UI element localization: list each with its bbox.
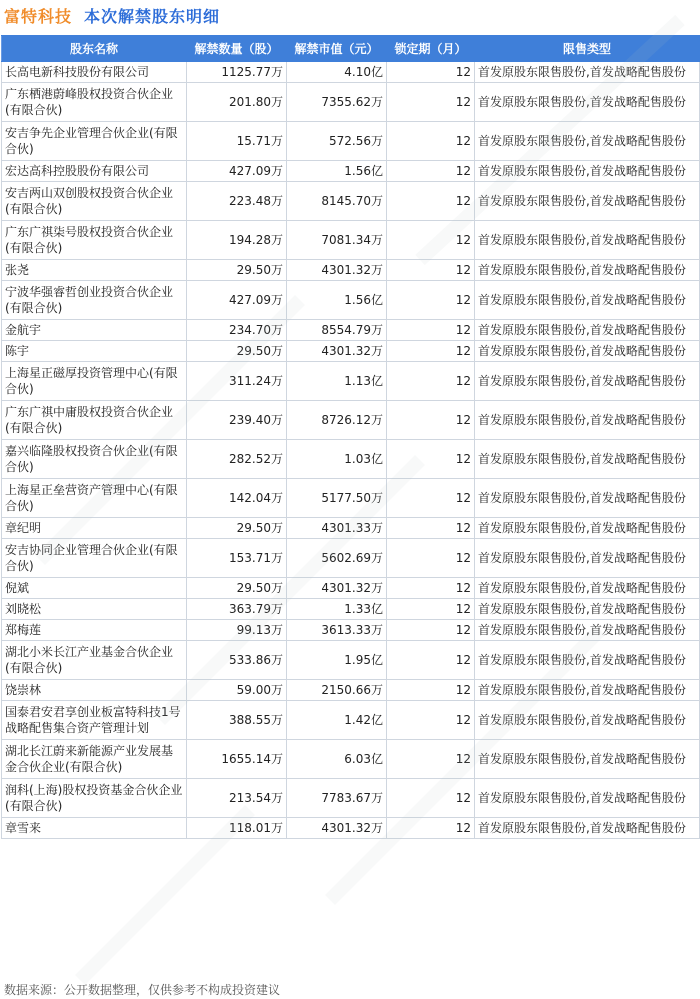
cell-shareholder-name: 嘉兴临隆股权投资合伙企业(有限合伙) (2, 440, 187, 479)
cell-lock-period: 12 (387, 641, 475, 680)
cell-unlock-value: 6.03亿 (287, 740, 387, 779)
table-row (2, 779, 700, 818)
cell-shareholder-name: 广东广祺柒号股权投资合伙企业(有限合伙) (2, 221, 187, 260)
cell-unlock-quantity: 213.54万 (187, 779, 287, 818)
cell-shareholder-name: 广东栖港蔚峰股权投资合伙企业(有限合伙) (2, 83, 187, 122)
cell-lock-period: 12 (387, 518, 475, 539)
table-row (2, 539, 700, 578)
cell-restriction-type: 首发原股东限售股份,首发战略配售股份 (475, 161, 700, 182)
table-row (2, 122, 700, 161)
cell-restriction-type: 首发原股东限售股份,首发战略配售股份 (475, 818, 700, 839)
cell-lock-period: 12 (387, 260, 475, 281)
cell-shareholder-name: 刘晓松 (2, 599, 187, 620)
cell-unlock-value: 4301.32万 (287, 260, 387, 281)
cell-unlock-value: 5602.69万 (287, 539, 387, 578)
cell-shareholder-name: 湖北小米长江产业基金合伙企业(有限合伙) (2, 641, 187, 680)
table-row (2, 221, 700, 260)
table-row (2, 401, 700, 440)
cell-restriction-type: 首发原股东限售股份,首发战略配售股份 (475, 320, 700, 341)
cell-shareholder-name: 安吉协同企业管理合伙企业(有限合伙) (2, 539, 187, 578)
table-row (2, 362, 700, 401)
column-header-lock-period: 锁定期（月） (387, 36, 475, 62)
cell-lock-period: 12 (387, 341, 475, 362)
table-row (2, 260, 700, 281)
cell-unlock-quantity: 29.50万 (187, 260, 287, 281)
cell-unlock-quantity: 29.50万 (187, 341, 287, 362)
cell-shareholder-name: 上海星正磁厚投资管理中心(有限合伙) (2, 362, 187, 401)
cell-shareholder-name: 国泰君安君享创业板富特科技1号战略配售集合资产管理计划 (2, 701, 187, 740)
column-header-quantity: 解禁数量（股） (187, 36, 287, 62)
cell-lock-period: 12 (387, 122, 475, 161)
cell-unlock-value: 4.10亿 (287, 62, 387, 83)
data-source-note: 数据来源：公开数据整理，仅供参考不构成投资建议 (4, 983, 281, 997)
cell-unlock-value: 7355.62万 (287, 83, 387, 122)
page-title: 本次解禁股东明细 (84, 7, 221, 26)
table-row (2, 440, 700, 479)
cell-restriction-type: 首发原股东限售股份,首发战略配售股份 (475, 221, 700, 260)
table-row (2, 680, 700, 701)
cell-restriction-type: 首发原股东限售股份,首发战略配售股份 (475, 701, 700, 740)
cell-shareholder-name: 湖北长江蔚来新能源产业发展基金合伙企业(有限合伙) (2, 740, 187, 779)
cell-lock-period: 12 (387, 578, 475, 599)
table-row (2, 182, 700, 221)
cell-lock-period: 12 (387, 221, 475, 260)
cell-unlock-value: 1.03亿 (287, 440, 387, 479)
cell-unlock-quantity: 153.71万 (187, 539, 287, 578)
table-row (2, 518, 700, 539)
cell-restriction-type: 首发原股东限售股份,首发战略配售股份 (475, 518, 700, 539)
cell-restriction-type: 首发原股东限售股份,首发战略配售股份 (475, 479, 700, 518)
cell-shareholder-name: 饶崇林 (2, 680, 187, 701)
cell-lock-period: 12 (387, 182, 475, 221)
table-row (2, 641, 700, 680)
cell-unlock-quantity: 363.79万 (187, 599, 287, 620)
page-header (0, 0, 700, 34)
cell-restriction-type: 首发原股东限售股份,首发战略配售股份 (475, 122, 700, 161)
cell-lock-period: 12 (387, 620, 475, 641)
cell-lock-period: 12 (387, 701, 475, 740)
cell-restriction-type: 首发原股东限售股份,首发战略配售股份 (475, 182, 700, 221)
cell-unlock-value: 1.13亿 (287, 362, 387, 401)
cell-unlock-value: 3613.33万 (287, 620, 387, 641)
cell-shareholder-name: 郑梅莲 (2, 620, 187, 641)
cell-unlock-quantity: 427.09万 (187, 161, 287, 182)
cell-lock-period: 12 (387, 779, 475, 818)
table-row (2, 620, 700, 641)
cell-shareholder-name: 广东广祺中庸股权投资合伙企业(有限合伙) (2, 401, 187, 440)
cell-unlock-quantity: 234.70万 (187, 320, 287, 341)
cell-unlock-value: 5177.50万 (287, 479, 387, 518)
cell-unlock-quantity: 1125.77万 (187, 62, 287, 83)
cell-shareholder-name: 章雪来 (2, 818, 187, 839)
table-row (2, 341, 700, 362)
cell-unlock-quantity: 142.04万 (187, 479, 287, 518)
table-row (2, 320, 700, 341)
table-row (2, 281, 700, 320)
table-row (2, 83, 700, 122)
cell-unlock-value: 1.42亿 (287, 701, 387, 740)
cell-unlock-value: 8145.70万 (287, 182, 387, 221)
cell-unlock-value: 4301.32万 (287, 341, 387, 362)
cell-restriction-type: 首发原股东限售股份,首发战略配售股份 (475, 680, 700, 701)
cell-unlock-value: 4301.32万 (287, 818, 387, 839)
cell-unlock-quantity: 427.09万 (187, 281, 287, 320)
company-name: 富特科技 (4, 7, 73, 26)
cell-unlock-quantity: 118.01万 (187, 818, 287, 839)
cell-unlock-value: 4301.32万 (287, 578, 387, 599)
cell-lock-period: 12 (387, 362, 475, 401)
table-row (2, 740, 700, 779)
cell-unlock-quantity: 99.13万 (187, 620, 287, 641)
cell-shareholder-name: 张尧 (2, 260, 187, 281)
cell-lock-period: 12 (387, 680, 475, 701)
cell-lock-period: 12 (387, 161, 475, 182)
column-header-name: 股东名称 (2, 36, 187, 62)
cell-unlock-value: 1.95亿 (287, 641, 387, 680)
cell-unlock-value: 572.56万 (287, 122, 387, 161)
table-row (2, 161, 700, 182)
cell-restriction-type: 首发原股东限售股份,首发战略配售股份 (475, 341, 700, 362)
column-header-restriction-type: 限售类型 (475, 36, 700, 62)
cell-unlock-quantity: 201.80万 (187, 83, 287, 122)
cell-shareholder-name: 宁波华强睿哲创业投资合伙企业(有限合伙) (2, 281, 187, 320)
cell-restriction-type: 首发原股东限售股份,首发战略配售股份 (475, 641, 700, 680)
cell-lock-period: 12 (387, 401, 475, 440)
cell-shareholder-name: 安吉争先企业管理合伙企业(有限合伙) (2, 122, 187, 161)
cell-unlock-value: 4301.33万 (287, 518, 387, 539)
cell-shareholder-name: 陈宇 (2, 341, 187, 362)
cell-unlock-quantity: 15.71万 (187, 122, 287, 161)
cell-lock-period: 12 (387, 539, 475, 578)
cell-unlock-value: 1.56亿 (287, 161, 387, 182)
cell-unlock-quantity: 29.50万 (187, 578, 287, 599)
cell-shareholder-name: 润科(上海)股权投资基金合伙企业(有限合伙) (2, 779, 187, 818)
shareholder-table (1, 35, 700, 839)
cell-restriction-type: 首发原股东限售股份,首发战略配售股份 (475, 779, 700, 818)
cell-lock-period: 12 (387, 818, 475, 839)
cell-unlock-value: 1.56亿 (287, 281, 387, 320)
cell-unlock-quantity: 194.28万 (187, 221, 287, 260)
cell-shareholder-name: 章纪明 (2, 518, 187, 539)
cell-unlock-value: 7081.34万 (287, 221, 387, 260)
cell-unlock-quantity: 1655.14万 (187, 740, 287, 779)
cell-restriction-type: 首发原股东限售股份,首发战略配售股份 (475, 281, 700, 320)
cell-lock-period: 12 (387, 740, 475, 779)
cell-restriction-type: 首发原股东限售股份,首发战略配售股份 (475, 362, 700, 401)
cell-restriction-type: 首发原股东限售股份,首发战略配售股份 (475, 83, 700, 122)
column-header-value: 解禁市值（元） (287, 36, 387, 62)
table-row (2, 599, 700, 620)
cell-restriction-type: 首发原股东限售股份,首发战略配售股份 (475, 620, 700, 641)
cell-restriction-type: 首发原股东限售股份,首发战略配售股份 (475, 440, 700, 479)
cell-shareholder-name: 安吉两山双创股权投资合伙企业(有限合伙) (2, 182, 187, 221)
table-row (2, 701, 700, 740)
cell-unlock-value: 2150.66万 (287, 680, 387, 701)
table-row (2, 578, 700, 599)
cell-lock-period: 12 (387, 62, 475, 83)
cell-lock-period: 12 (387, 83, 475, 122)
cell-restriction-type: 首发原股东限售股份,首发战略配售股份 (475, 401, 700, 440)
cell-unlock-quantity: 223.48万 (187, 182, 287, 221)
cell-shareholder-name: 倪斌 (2, 578, 187, 599)
cell-unlock-quantity: 59.00万 (187, 680, 287, 701)
cell-lock-period: 12 (387, 440, 475, 479)
cell-lock-period: 12 (387, 320, 475, 341)
cell-restriction-type: 首发原股东限售股份,首发战略配售股份 (475, 578, 700, 599)
table-row (2, 62, 700, 83)
cell-shareholder-name: 长高电新科技股份有限公司 (2, 62, 187, 83)
cell-shareholder-name: 宏达高科控股股份有限公司 (2, 161, 187, 182)
cell-unlock-quantity: 311.24万 (187, 362, 287, 401)
table-header-row (2, 36, 700, 62)
cell-restriction-type: 首发原股东限售股份,首发战略配售股份 (475, 599, 700, 620)
cell-unlock-quantity: 29.50万 (187, 518, 287, 539)
cell-unlock-quantity: 388.55万 (187, 701, 287, 740)
table-row (2, 818, 700, 839)
cell-lock-period: 12 (387, 479, 475, 518)
cell-restriction-type: 首发原股东限售股份,首发战略配售股份 (475, 539, 700, 578)
cell-restriction-type: 首发原股东限售股份,首发战略配售股份 (475, 740, 700, 779)
cell-shareholder-name: 上海星正垒营资产管理中心(有限合伙) (2, 479, 187, 518)
cell-unlock-quantity: 239.40万 (187, 401, 287, 440)
cell-unlock-quantity: 533.86万 (187, 641, 287, 680)
cell-unlock-value: 8554.79万 (287, 320, 387, 341)
table-row (2, 479, 700, 518)
cell-lock-period: 12 (387, 281, 475, 320)
cell-unlock-value: 7783.67万 (287, 779, 387, 818)
cell-unlock-value: 8726.12万 (287, 401, 387, 440)
cell-unlock-value: 1.33亿 (287, 599, 387, 620)
cell-shareholder-name: 金航宇 (2, 320, 187, 341)
cell-unlock-quantity: 282.52万 (187, 440, 287, 479)
cell-lock-period: 12 (387, 599, 475, 620)
cell-restriction-type: 首发原股东限售股份,首发战略配售股份 (475, 62, 700, 83)
cell-restriction-type: 首发原股东限售股份,首发战略配售股份 (475, 260, 700, 281)
